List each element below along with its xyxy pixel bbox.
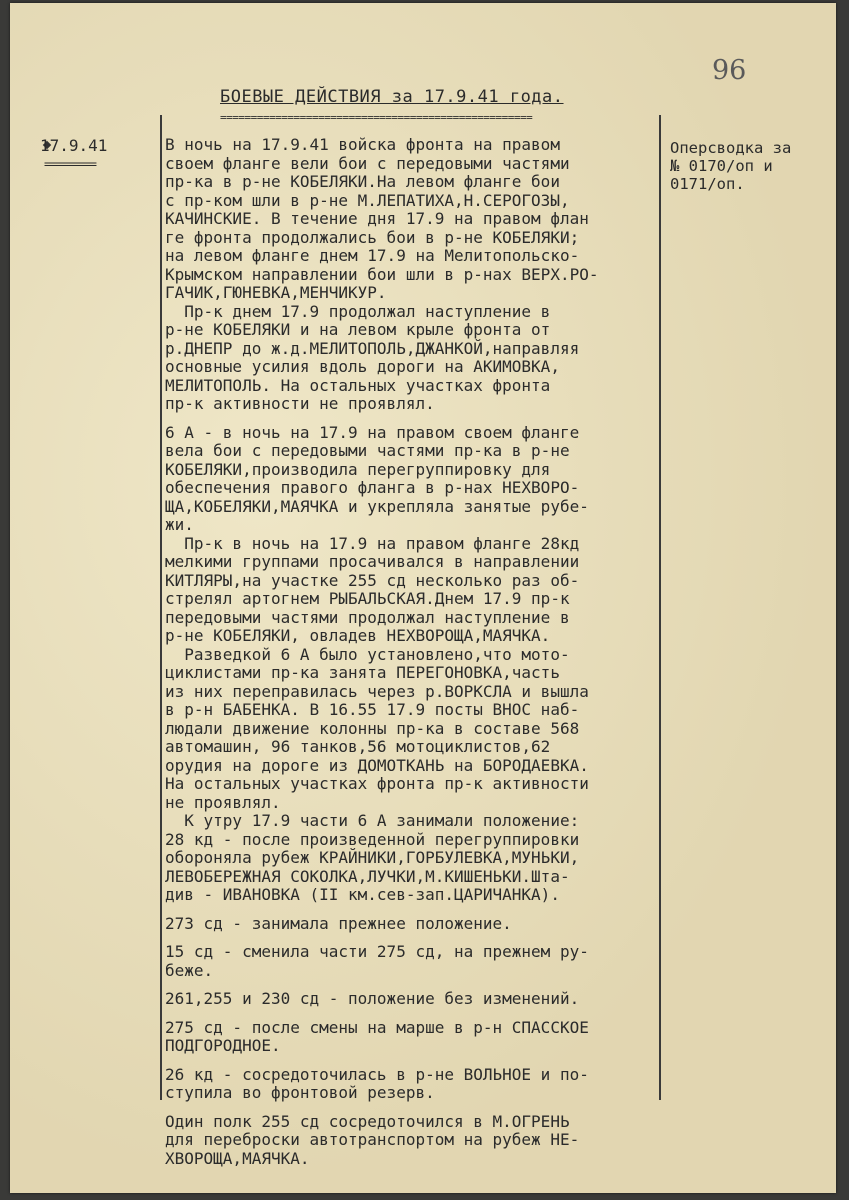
page-number: 96 (712, 55, 747, 86)
title-double-underline: =================================================== (220, 111, 533, 124)
body-line: с пр-ком шли в р-не М.ЛЕПАТИХА,Н.СЕРОГОЗЫ, (165, 190, 570, 210)
source-note-line: 0171/оп. (670, 175, 745, 193)
body-line: Пр-к в ночь на 17.9 на правом фланге 28кд (165, 533, 580, 553)
body-line: на левом фланге днем 17.9 на Мелитопольско- (165, 246, 580, 265)
body-line: пр-к активности не проявлял. (165, 394, 435, 413)
date-label: 17.9.41 (40, 136, 108, 155)
body-line: ЛЕВОБЕРЕЖНАЯ СОКОЛКА,ЛУЧКИ,М.КИШЕНЬКИ.Шта- (165, 866, 570, 886)
document-title: БОЕВЫЕ ДЕЙСТВИЯ за 17.9.41 года. (220, 87, 564, 107)
body-line: 26 кд - сосредоточилась в р-не ВОЛЬНОЕ и по- (165, 1064, 589, 1084)
body-line: К утру 17.9 части 6 А занимали положение: (165, 811, 580, 830)
body-line: див - ИВАНОВКА (II км.сев-зап.ЦАРИЧАНКА). (165, 885, 560, 904)
body-line: ЩА,КОБЕЛЯКИ,МАЯЧКА и укрепляла занятые рубе- (165, 496, 589, 516)
body-line: своем фланге вели бои с передовыми частями (165, 153, 570, 173)
source-note-line: № 0170/оп и (670, 157, 773, 175)
body-line: стрелял артогнем РЫБАЛЬСКАЯ.Днем 17.9 пр-к (165, 589, 570, 608)
paragraph-gap (165, 1103, 660, 1113)
source-reference-note (670, 139, 791, 193)
body-line: На остальных участках фронта пр-к активности (165, 774, 589, 793)
body-line: 273 сд - занимала прежнее положение. (165, 913, 512, 933)
body-line: р-не КОБЕЛЯКИ, овладев НЕХВОРОЩА,МАЯЧКА. (165, 626, 551, 645)
body-line: для переброски автотранспортом на рубеж НЕ- (165, 1130, 580, 1149)
body-line: В ночь на 17.9.41 войска фронта на правом (165, 135, 560, 154)
paragraph-gap (165, 905, 660, 915)
body-line: ступила во фронтовой резерв. (165, 1083, 435, 1102)
paragraph-gap (165, 1009, 660, 1019)
left-margin-rule (160, 115, 162, 1100)
body-line: р-не КОБЕЛЯКИ и на левом крыле фронта от (165, 320, 551, 339)
body-line: не проявлял. (165, 792, 281, 812)
body-line: ГАЧИК,ГЮНЕВКА,МЕНЧИКУР. (165, 283, 387, 302)
body-line: Крымском направлении бои шли в р-нах ВЕРХ.РО- (165, 264, 599, 284)
body-line: 28 кд - после произведенной перегруппировки (165, 829, 580, 849)
body-line: в р-н БАБЕНКА. В 16.55 17.9 посты ВНОС наб- (165, 700, 580, 719)
body-line: КИТЛЯРЫ,на участке 255 сд несколько раз об- (165, 570, 580, 590)
body-line: 275 сд - после смены на марше в р-н СПАССКОЕ (165, 1017, 589, 1037)
body-line: пр-ка в р-не КОБЕЛЯКИ.На левом фланге бои (165, 172, 560, 191)
document-body (165, 136, 660, 1168)
paragraph-gap (165, 414, 660, 424)
date-double-underline: ========= (44, 157, 96, 171)
body-line: ПОДГОРОДНОЕ. (165, 1036, 281, 1055)
document-page (10, 3, 836, 1193)
body-line: мелкими группами просачивался в направлении (165, 552, 580, 571)
body-line: основные усилия вдоль дороги на АКИМОВКА, (165, 357, 560, 376)
source-note-line: Оперсводка за (670, 139, 792, 157)
body-line: передовыми частями продолжал наступление в (165, 607, 570, 627)
body-line: Разведкой 6 А было установлено,что мото- (165, 644, 570, 664)
body-line: 261,255 и 230 сд - положение без изменений. (165, 989, 580, 1008)
body-line: вела бои с передовыми частями пр-ка в р-не (165, 441, 570, 460)
body-line: ХВОРОЩА,МАЯЧКА. (165, 1148, 310, 1168)
body-line: МЕЛИТОПОЛЬ. На остальных участках фронта (165, 375, 551, 395)
body-line: КОБЕЛЯКИ,производила перегруппировку для (165, 459, 551, 479)
body-line: 15 сд - сменила части 275 сд, на прежнем ру- (165, 942, 589, 961)
body-line: людали движение колонны пр-ка в составе 568 (165, 718, 580, 738)
body-line: КАЧИНСКИЕ. В течение дня 17.9 на правом флан (165, 209, 589, 228)
body-line: Пр-к днем 17.9 продолжал наступление в (165, 301, 551, 321)
paragraph-gap (165, 1056, 660, 1066)
body-line: р.ДНЕПР до ж.д.МЕЛИТОПОЛЬ,ДЖАНКОЙ,направляя (165, 338, 580, 358)
body-line: 6 А - в ночь на 17.9 на правом своем фланге (165, 422, 580, 442)
body-line: циклистами пр-ка занята ПЕРЕГОНОВКА,часть (165, 663, 560, 682)
body-line: беже. (165, 960, 214, 980)
body-line: обеспечения правого фланга в р-нах НЕХВОРО- (165, 478, 580, 497)
body-line: ге фронта продолжались бои в р-не КОБЕЛЯКИ; (165, 227, 580, 247)
body-line: автомашин, 96 танков,56 мотоциклистов,62 (165, 737, 551, 756)
body-line: Один полк 255 сд сосредоточился в М.ОГРЕНЬ (165, 1111, 570, 1131)
body-line: орудия на дороге из ДОМОТКАНЬ на БОРОДАЕВКА. (165, 755, 589, 775)
body-line: из них переправилась через р.ВОРКСЛА и вышла (165, 681, 589, 701)
body-line: жи. (165, 515, 194, 534)
body-line: обороняла рубеж КРАЙНИКИ,ГОРБУЛЕВКА,МУНЬКИ, (165, 848, 580, 867)
